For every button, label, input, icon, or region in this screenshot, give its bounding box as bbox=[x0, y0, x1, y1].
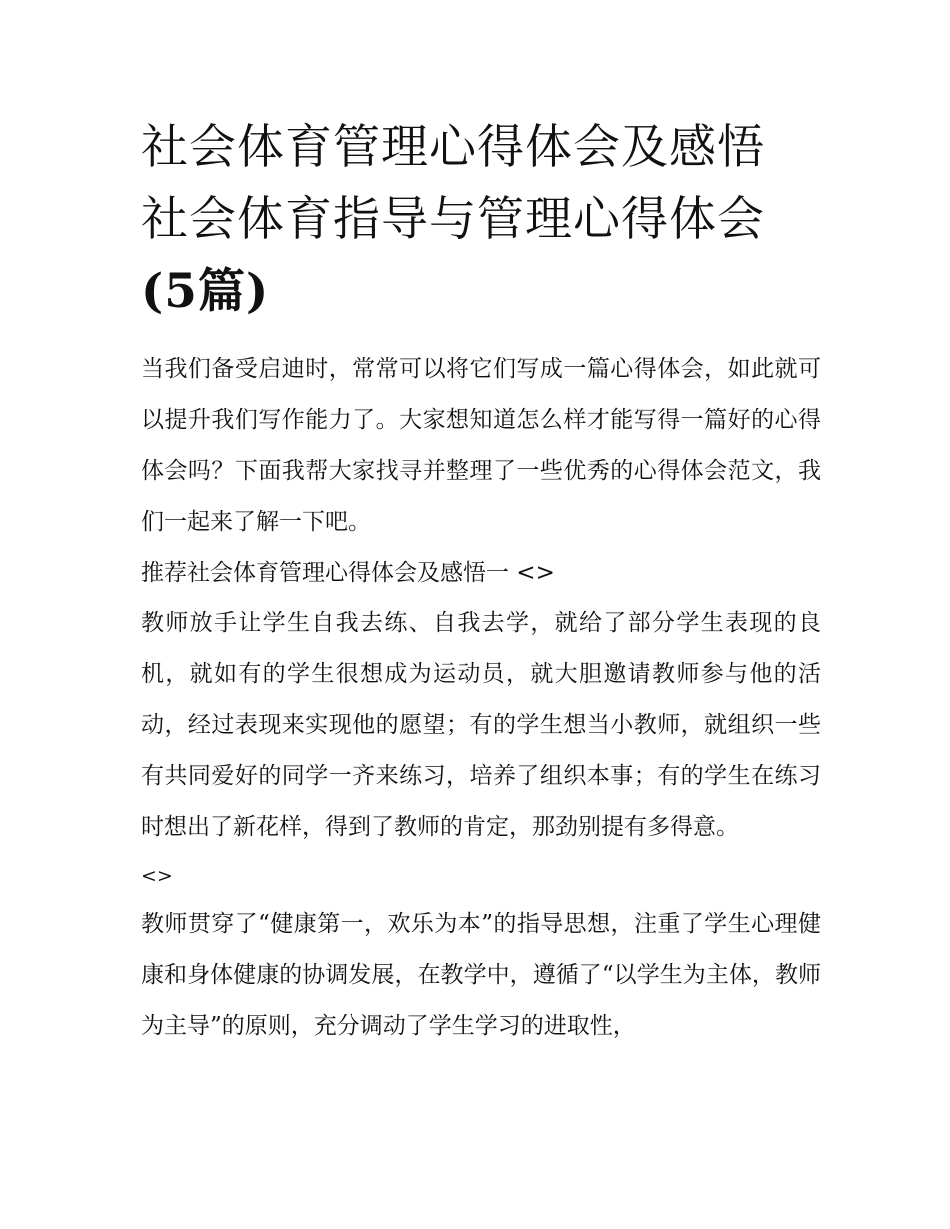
intro-paragraph: 当我们备受启迪时，常常可以将它们写成一篇心得体会，如此就可以提升我们写作能力了。大家想知道怎么样才能写得一篇好的心得体会吗？下面我帮大家找寻并整理了一些优秀的心得体会范文，我们一起来了解一下吧。 bbox=[141, 356, 821, 535]
section-heading-1: 推荐社会体育管理心得体会及感悟一 <> bbox=[141, 560, 555, 586]
document-body bbox=[141, 344, 821, 1052]
title-line-1: 社会体育管理心得体会及感悟 bbox=[141, 120, 765, 175]
title-suffix: (5篇) bbox=[141, 264, 270, 319]
body-paragraph-1: 教师放手让学生自我去练、自我去学，就给了部分学生表现的良机，就如有的学生很想成为运动员，就大胆邀请教师参与他的活动，经过表现来实现他的愿望；有的学生想当小教师，就组织一些有共同爱好的同学一齐来练习，培养了组织本事；有的学生在练习时想出了新花样，得到了教师的肯定，那劲别提有多得意。 bbox=[141, 610, 821, 840]
title-line-2: 社会体育指导与管理心得体会 bbox=[141, 192, 765, 247]
document-title bbox=[141, 112, 821, 328]
document-page bbox=[141, 112, 821, 1052]
section-marker: <> bbox=[141, 865, 173, 887]
body-paragraph-2: 教师贯穿了“健康第一，欢乐为本”的指导思想，注重了学生心理健康和身体健康的协调发展，在教学中，遵循了“以学生为主体，教师为主导”的原则，充分调动了学生学习的进取性， bbox=[141, 911, 821, 1039]
